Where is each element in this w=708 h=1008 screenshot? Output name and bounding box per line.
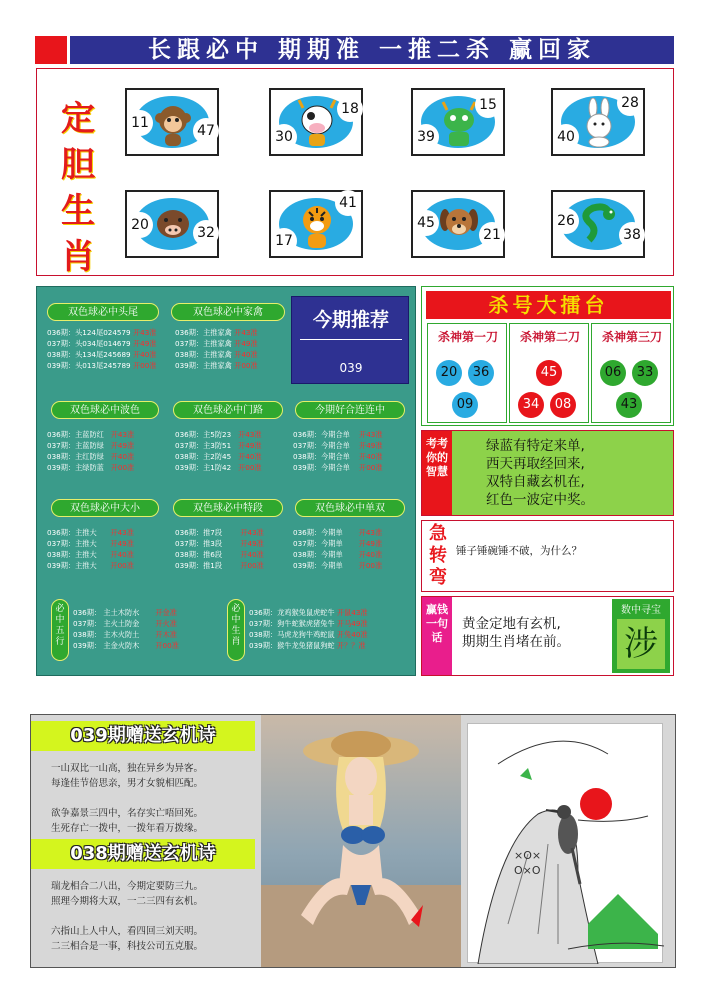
row-text: 036期：今期合单 bbox=[293, 430, 350, 439]
row-text: 主金火防木 bbox=[103, 641, 140, 650]
rabbit-icon bbox=[579, 98, 619, 148]
win-phrase-tag: 赢钱一句话 bbox=[422, 597, 452, 675]
row-text: 037期：推3段 bbox=[175, 539, 223, 548]
list-item bbox=[175, 338, 295, 349]
recommend-box bbox=[291, 296, 409, 384]
wisdom-panel bbox=[421, 430, 674, 516]
row-result: 开00准 bbox=[132, 361, 157, 370]
row-text: 主火土防金 bbox=[103, 619, 140, 628]
row-result: 开49准 bbox=[240, 539, 264, 548]
treasure-box bbox=[612, 599, 670, 673]
row-text: 039期： bbox=[249, 641, 278, 650]
row-result: 开40准 bbox=[359, 452, 383, 461]
group-title: 双色球必中门路 bbox=[173, 401, 283, 419]
row-result: 开43准 bbox=[110, 430, 135, 439]
list-item bbox=[47, 327, 167, 338]
zodiac-number: 20 bbox=[127, 212, 153, 238]
row-result: 开40准 bbox=[240, 550, 264, 559]
row-text: 039期：今期合单 bbox=[293, 463, 350, 472]
row-result: 开49准 bbox=[238, 441, 262, 450]
poem-line: 双特自藏玄机在, bbox=[486, 474, 585, 490]
row-text: 038期：主2防45 bbox=[175, 452, 232, 461]
group-title: 双色球必中特段 bbox=[173, 499, 283, 517]
poem-line bbox=[51, 909, 203, 924]
kill-column bbox=[509, 323, 589, 423]
row-result: 开43准 bbox=[238, 430, 262, 439]
number-ball: 06 bbox=[600, 360, 626, 386]
zodiac-pick-label: 必中生肖 bbox=[227, 599, 245, 661]
zodiac-number: 45 bbox=[413, 210, 439, 236]
list-item bbox=[73, 607, 223, 618]
row-result: 开43准 bbox=[110, 528, 134, 537]
row-result: 开43准 bbox=[240, 528, 264, 537]
row-text: 038期：今期单 bbox=[293, 550, 343, 559]
row-result: 开40准 bbox=[234, 350, 258, 359]
zodiac-number: 32 bbox=[193, 220, 219, 246]
poem-038 bbox=[51, 879, 203, 954]
zodiac-number: 39 bbox=[413, 124, 439, 150]
row-result: 开49准 bbox=[132, 339, 157, 348]
pig-icon bbox=[153, 200, 193, 250]
row-text: 036期：主推家禽 bbox=[175, 328, 232, 337]
row-text: 036期：头124尾024579 bbox=[47, 328, 131, 337]
recommend-issue: 039 bbox=[339, 361, 363, 375]
wisdom-poem bbox=[486, 437, 594, 509]
group-list bbox=[73, 607, 223, 651]
group-list bbox=[293, 527, 413, 571]
number-ball: 09 bbox=[452, 392, 478, 418]
zodiac-number: 11 bbox=[127, 110, 153, 136]
row-result: 开40准 bbox=[132, 350, 157, 359]
number-ball: 20 bbox=[436, 360, 462, 386]
number-ball: 33 bbox=[632, 360, 658, 386]
row-text: 037期： bbox=[249, 619, 278, 628]
row-result: 开？？准 bbox=[336, 641, 366, 650]
row-text: 039期：今期单 bbox=[293, 561, 343, 570]
list-item bbox=[175, 560, 295, 571]
row-result: 开00准 bbox=[359, 463, 383, 472]
row-text: 龙鸡猴兔鼠虎蛇牛 bbox=[277, 608, 335, 617]
poem-line: 欲争嘉景三四中，名存实亡唔回死。 bbox=[51, 808, 204, 819]
list-item bbox=[293, 429, 413, 440]
row-result: 开40准 bbox=[110, 452, 135, 461]
riddle-drawing bbox=[467, 723, 663, 963]
list-item bbox=[175, 440, 295, 451]
kill-number-panel bbox=[421, 286, 674, 426]
group-list bbox=[175, 327, 295, 371]
row-text: 036期： bbox=[73, 608, 102, 617]
win-phrase-panel bbox=[421, 596, 674, 676]
zodiac-card-monkey bbox=[125, 88, 219, 156]
row-result: 开43准 bbox=[234, 328, 258, 337]
row-text: 036期：今期单 bbox=[293, 528, 343, 537]
group-list bbox=[47, 327, 167, 371]
group-title: 双色球必中大小 bbox=[51, 499, 159, 517]
row-result: 开00准 bbox=[358, 561, 383, 570]
zodiac-number: 28 bbox=[617, 90, 643, 116]
poem-line: 红色一波定中奖。 bbox=[486, 492, 594, 508]
beach-photo-illustration bbox=[261, 715, 461, 967]
list-item bbox=[293, 549, 413, 560]
treasure-char: 涉 bbox=[617, 619, 665, 669]
poem-line: 六指山上人中人，看四回三刘天明。 bbox=[51, 926, 204, 937]
row-result: 开00准 bbox=[155, 641, 179, 650]
list-item bbox=[175, 327, 295, 338]
number-ball: 43 bbox=[616, 392, 642, 418]
list-item bbox=[47, 451, 167, 462]
page-banner: 长跟必中 期期准 一推二杀 赢回家 bbox=[70, 36, 674, 64]
zodiac-number: 17 bbox=[271, 228, 297, 254]
list-item bbox=[293, 451, 413, 462]
group-title: 双色球必中头尾 bbox=[47, 303, 159, 321]
poem-section bbox=[30, 714, 676, 968]
list-item bbox=[175, 360, 295, 371]
list-item bbox=[175, 538, 295, 549]
row-text: 038期： bbox=[73, 630, 102, 639]
zodiac-card-snake bbox=[551, 190, 645, 258]
kill-column-head: 杀神第三刀 bbox=[601, 330, 662, 344]
win-phrase-text bbox=[462, 615, 570, 651]
wisdom-tag: 考考你的智慧 bbox=[422, 431, 452, 515]
zodiac-card-dog bbox=[411, 190, 505, 258]
row-text: 038期：推6段 bbox=[175, 550, 223, 559]
row-result: 开43准 bbox=[132, 328, 157, 337]
list-item bbox=[73, 629, 223, 640]
list-item bbox=[47, 349, 167, 360]
list-item bbox=[47, 440, 167, 451]
list-item bbox=[47, 360, 167, 371]
row-text: 马虎龙狗牛鸡蛇鼠 bbox=[277, 630, 335, 639]
row-result: 开木准 bbox=[155, 630, 177, 639]
list-item bbox=[73, 640, 223, 651]
zodiac-title-char: 生 bbox=[61, 191, 95, 231]
row-text: 038期：今期合单 bbox=[293, 452, 350, 461]
group-list bbox=[249, 607, 414, 651]
row-text: 036期：推7段 bbox=[175, 528, 223, 537]
list-item bbox=[293, 538, 413, 549]
row-text: 039期：推1段 bbox=[175, 561, 223, 570]
svg-text:×O×: ×O× bbox=[514, 849, 542, 862]
group-list bbox=[175, 527, 295, 571]
poem-line: 生死存亡一拨中，一拨年看万拨缘。 bbox=[51, 823, 204, 834]
zodiac-number: 41 bbox=[335, 190, 361, 216]
zodiac-title bbox=[58, 96, 98, 280]
zodiac-number: 38 bbox=[619, 222, 645, 248]
poem-039 bbox=[51, 761, 203, 836]
snake-icon bbox=[579, 200, 619, 250]
row-result: 开00准 bbox=[234, 361, 258, 370]
row-text: 039期：主推大 bbox=[47, 561, 97, 570]
kill-column bbox=[591, 323, 671, 423]
list-item bbox=[249, 629, 414, 640]
row-result: 开40准 bbox=[238, 452, 262, 461]
dragon-icon bbox=[439, 98, 479, 148]
list-item bbox=[175, 462, 295, 473]
poem-line bbox=[51, 791, 203, 806]
group-title: 双色球必中单双 bbox=[295, 499, 405, 517]
row-result: 开马49准 bbox=[336, 619, 368, 628]
list-item bbox=[249, 607, 414, 618]
row-result: 开43准 bbox=[359, 430, 383, 439]
zodiac-number: 47 bbox=[193, 118, 219, 144]
list-item bbox=[249, 618, 414, 629]
brain-teaser-tag: 急转弯 bbox=[429, 523, 447, 588]
row-result: 开00准 bbox=[240, 561, 264, 570]
woodpecker-mountain-drawing bbox=[468, 724, 664, 964]
poem-line: 黄金定地有玄机, bbox=[462, 616, 561, 632]
row-text: 037期：主3防51 bbox=[175, 441, 232, 450]
number-ball: 34 bbox=[518, 392, 544, 418]
row-result: 开40准 bbox=[110, 550, 134, 559]
brain-teaser-panel bbox=[421, 520, 674, 592]
row-text: 猴牛龙兔猪鼠狗蛇 bbox=[277, 641, 335, 650]
group-title: 双色球必中家禽 bbox=[171, 303, 285, 321]
group-title: 今期好合连连中 bbox=[295, 401, 405, 419]
kill-column bbox=[427, 323, 507, 423]
list-item bbox=[293, 440, 413, 451]
poem-line: 每逢佳节倍思亲，男才女貌相匹配。 bbox=[51, 778, 204, 789]
row-result: 开49准 bbox=[234, 339, 258, 348]
list-item bbox=[175, 451, 295, 462]
number-ball: 08 bbox=[550, 392, 576, 418]
row-result: 开49准 bbox=[359, 441, 383, 450]
row-text: 主土木防水 bbox=[103, 608, 140, 617]
row-text: 037期：主推家禽 bbox=[175, 339, 232, 348]
poem-line: 照理今期将大双，一二三四有玄机。 bbox=[51, 896, 204, 907]
group-list bbox=[175, 429, 295, 473]
zodiac-number: 40 bbox=[553, 124, 579, 150]
row-text: 036期：主推大 bbox=[47, 528, 97, 537]
zodiac-number: 26 bbox=[553, 208, 579, 234]
ox-icon bbox=[297, 98, 337, 148]
beach-photo bbox=[261, 715, 461, 967]
list-item bbox=[293, 527, 413, 538]
row-result: 开00准 bbox=[110, 463, 135, 472]
row-result: 开00准 bbox=[110, 561, 134, 570]
list-item bbox=[47, 538, 167, 549]
list-item bbox=[47, 429, 167, 440]
poem-line: 西天再取经回来, bbox=[486, 456, 585, 472]
row-text: 036期：主蓝防红 bbox=[47, 430, 104, 439]
row-text: 037期：今期单 bbox=[293, 539, 343, 548]
row-result: 开49准 bbox=[358, 539, 383, 548]
list-item bbox=[47, 549, 167, 560]
row-text: 036期： bbox=[249, 608, 278, 617]
kill-column-head: 杀神第二刀 bbox=[519, 330, 580, 344]
row-text: 038期：主推大 bbox=[47, 550, 97, 559]
brain-teaser-text: 锤子锤碗锤不破，为什么？ bbox=[456, 545, 582, 557]
number-ball: 36 bbox=[468, 360, 494, 386]
list-item bbox=[249, 640, 414, 651]
row-result: 开火准 bbox=[155, 619, 177, 628]
list-item bbox=[293, 462, 413, 473]
zodiac-number: 15 bbox=[475, 92, 501, 118]
row-text: 039期：主1防42 bbox=[175, 463, 232, 472]
list-item bbox=[47, 560, 167, 571]
poem-line: 一山双比一山高，独在异乡为异客。 bbox=[51, 763, 204, 774]
list-item bbox=[175, 349, 295, 360]
row-text: 039期： bbox=[73, 641, 102, 650]
row-result: 开49准 bbox=[110, 539, 134, 548]
zodiac-title-char: 定 bbox=[61, 99, 95, 139]
zodiac-number: 21 bbox=[479, 222, 505, 248]
row-text: 037期：主蓝防绿 bbox=[47, 441, 104, 450]
zodiac-title-char: 胆 bbox=[61, 145, 95, 185]
zodiac-number: 30 bbox=[271, 124, 297, 150]
row-text: 037期：今期合单 bbox=[293, 441, 350, 450]
zodiac-card-pig bbox=[125, 190, 219, 258]
svg-text:O×O: O×O bbox=[514, 864, 541, 877]
poem-line: 绿蓝有特定来单, bbox=[486, 438, 585, 454]
zodiac-card-dragon bbox=[411, 88, 505, 156]
row-result: 开鼠43准 bbox=[336, 608, 368, 617]
zodiac-card-tiger bbox=[269, 190, 363, 258]
row-text: 037期： bbox=[73, 619, 102, 628]
row-result: 开金准 bbox=[155, 608, 177, 617]
treasure-head: 数中寻宝 bbox=[621, 605, 661, 616]
row-text: 039期：主绿防蓝 bbox=[47, 463, 104, 472]
row-text: 038期：主推家禽 bbox=[175, 350, 232, 359]
row-text: 主木火防土 bbox=[103, 630, 140, 639]
row-text: 037期：头034尾014679 bbox=[47, 339, 131, 348]
monkey-icon bbox=[153, 98, 193, 148]
row-text: 039期：主推家禽 bbox=[175, 361, 232, 370]
dog-icon bbox=[439, 200, 479, 250]
poem-line: 二三相合是一事，科技公司五克服。 bbox=[51, 941, 204, 952]
divider bbox=[300, 339, 402, 340]
row-text: 038期： bbox=[249, 630, 278, 639]
row-result: 开49准 bbox=[110, 441, 135, 450]
recommend-title: 今期推荐 bbox=[312, 309, 389, 331]
number-ball: 45 bbox=[536, 360, 562, 386]
poem-line: 瑞龙相合二八出，今期定要防三九。 bbox=[51, 881, 204, 892]
group-list bbox=[293, 429, 413, 473]
row-text: 038期：主红防绿 bbox=[47, 452, 104, 461]
zodiac-title-char: 肖 bbox=[61, 237, 95, 277]
tiger-icon bbox=[297, 200, 337, 250]
row-text: 037期：主推大 bbox=[47, 539, 97, 548]
poem-039-title: 039期赠送玄机诗 bbox=[31, 721, 255, 751]
zodiac-number: 18 bbox=[337, 96, 363, 122]
row-result: 开40准 bbox=[358, 550, 383, 559]
list-item bbox=[47, 527, 167, 538]
list-item bbox=[73, 618, 223, 629]
banner-accent bbox=[35, 36, 67, 64]
list-item bbox=[293, 560, 413, 571]
group-title: 双色球必中波色 bbox=[51, 401, 159, 419]
poem-line: 期期生肖堵在前。 bbox=[462, 634, 570, 650]
row-result: 开兔40准 bbox=[336, 630, 368, 639]
list-item bbox=[47, 338, 167, 349]
row-text: 038期：头134尾245689 bbox=[47, 350, 131, 359]
list-item bbox=[175, 429, 295, 440]
row-text: 039期：头013尾245789 bbox=[47, 361, 131, 370]
zodiac-card-ox bbox=[269, 88, 363, 156]
row-result: 开00准 bbox=[238, 463, 262, 472]
row-text: 狗牛蛇猴虎猪兔牛 bbox=[277, 619, 335, 628]
poem-038-title: 038期赠送玄机诗 bbox=[31, 839, 255, 869]
row-result: 开43准 bbox=[358, 528, 383, 537]
list-item bbox=[47, 462, 167, 473]
kill-column-head: 杀神第一刀 bbox=[437, 330, 498, 344]
kill-title: 杀号大擂台 bbox=[426, 291, 671, 319]
list-item bbox=[175, 527, 295, 538]
group-list bbox=[47, 527, 167, 571]
list-item bbox=[175, 549, 295, 560]
row-text: 036期：主5防23 bbox=[175, 430, 232, 439]
five-elements-label: 必中五行 bbox=[51, 599, 69, 661]
zodiac-card-rabbit bbox=[551, 88, 645, 156]
group-list bbox=[47, 429, 167, 473]
